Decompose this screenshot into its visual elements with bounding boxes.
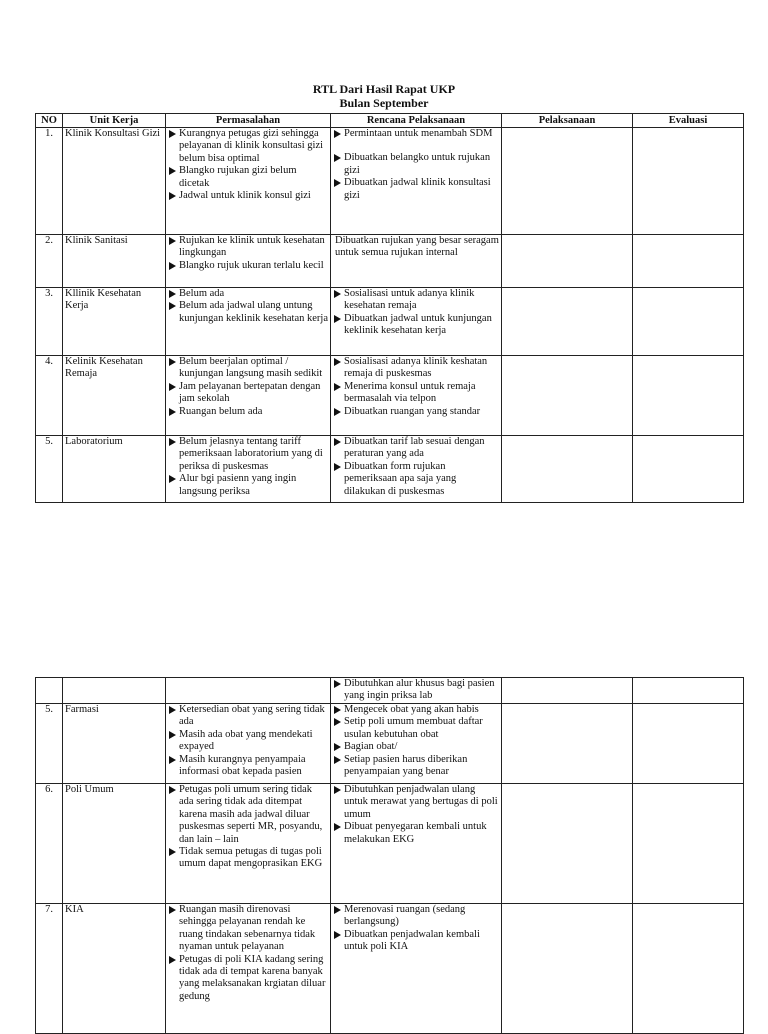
permasalahan-cell [166,704,331,784]
row-number: 7. [36,904,63,1034]
permasalahan-item: Ruangan masih direnovasi sehingga pelayanan rendah ke ruang tindakan sebenarnya tidak nyaman untuk pelayanan [168,904,328,954]
table-row [36,784,744,904]
permasalahan-cell [166,904,331,1034]
header-no: NO [36,114,63,128]
unit-kerja-cell: Klinik Konsultasi Gizi [63,128,166,235]
rencana-item: Sosialisasi adanya klinik keshatan remaja di puskesmas [333,356,499,381]
permasalahan-item: Masih ada obat yang mendekati expayed [168,729,328,754]
rencana-cell [331,904,502,1034]
permasalahan-item: Belum ada jadwal ulang untung kunjungan keklinik kesehatan kerja [168,300,328,325]
permasalahan-item: Tidak semua petugas di tugas poli umum dapat mengoprasikan EKG [168,846,328,871]
rencana-item: Sosialisasi untuk adanya klinik kesehatan remaja [333,288,499,313]
permasalahan-item: Alur bgi pasienn yang ingin langsung periksa [168,473,328,498]
rencana-item: Permintaan untuk menambah SDM [333,128,499,140]
rencana-item: Dibuatkan belangko untuk rujukan gizi [333,152,499,177]
unit-kerja-cell: Farmasi [63,704,166,784]
unit-kerja-cell: Kllinik Kesehatan Kerja [63,288,166,356]
pelaksanaan-cell [502,235,633,288]
permasalahan-item: Petugas di poli KIA kadang sering tidak ada di tempat karena banyak yang melaksanakan krgiatan diluar gedung [168,954,328,1004]
rencana-item: Dibuatkan form rujukan pemeriksaan apa saja yang dilakukan di puskesmas [333,461,499,498]
permasalahan-cell [166,436,331,503]
permasalahan-item: Blangko rujukan gizi belum dicetak [168,165,328,190]
table-row [36,436,744,503]
rencana-item: Menerima konsul untuk remaja bermasalah via telpon [333,381,499,406]
unit-kerja-cell: Kelinik Kesehatan Remaja [63,356,166,436]
pelaksanaan-cell [502,356,633,436]
permasalahan-cell [166,678,331,704]
rencana-item: Dibutuhkan penjadwalan ulang untuk merawat yang bertugas di poli umum [333,784,499,821]
rencana-item: Dibuatkan penjadwalan kembali untuk poli KIA [333,929,499,954]
permasalahan-cell [166,288,331,356]
header-unit-kerja: Unit Kerja [63,114,166,128]
rencana-cell [331,678,502,704]
permasalahan-cell [166,128,331,235]
rencana-cell [331,128,502,235]
rencana-item: Dibuatkan tarif lab sesuai dengan peraturan yang ada [333,436,499,461]
pelaksanaan-cell [502,436,633,503]
permasalahan-item: Masih kurangnya penyampaia informasi obat kepada pasien [168,754,328,779]
rencana-item: Bagian obat/ [333,741,499,753]
permasalahan-item: Ketersedian obat yang sering tidak ada [168,704,328,729]
document-title: RTL Dari Hasil Rapat UKP [312,82,456,96]
pelaksanaan-cell [502,704,633,784]
rencana-item: Dibutuhkan alur khusus bagi pasien yang ingin priksa lab [333,678,499,703]
permasalahan-item: Petugas poli umum sering tidak ada sering tidak ada ditempat karena masih ada jadwal diluar puskesmas seperti MR, posyandu, dan lain – lain [168,784,328,846]
rencana-cell [331,436,502,503]
table-header-row [36,114,744,128]
table-row [36,904,744,1034]
table-row [36,288,744,356]
permasalahan-item: Ruangan belum ada [168,406,328,418]
document-header [0,82,768,110]
permasalahan-item: Belum jelasnya tentang tariff pemeriksaan laboratorium yang di periksa di puskesmas [168,436,328,473]
evaluasi-cell [633,288,744,356]
rencana-item: Dibuat penyegaran kembali untuk melakukan EKG [333,821,499,846]
permasalahan-item: Jadwal untuk klinik konsul gizi [168,190,328,202]
header-rencana-pelaksanaan: Rencana Pelaksanaan [331,114,502,128]
row-number: 1. [36,128,63,235]
permasalahan-item: Kurangnya petugas gizi sehingga pelayanan di klinik konsultasi gizi belum bisa optimal [168,128,328,165]
rtl-table-page-1 [35,113,744,503]
header-pelaksanaan: Pelaksanaan [502,114,633,128]
table-row [36,235,744,288]
rencana-cell [331,704,502,784]
evaluasi-cell [633,128,744,235]
unit-kerja-cell: Klinik Sanitasi [63,235,166,288]
permasalahan-item: Blangko rujuk ukuran terlalu kecil [168,260,328,272]
pelaksanaan-cell [502,128,633,235]
permasalahan-item: Jam pelayanan bertepatan dengan jam sekolah [168,381,328,406]
permasalahan-item: Belum ada [168,288,328,300]
document-subtitle: Bulan September [339,96,429,110]
evaluasi-cell [633,904,744,1034]
unit-kerja-cell: KIA [63,904,166,1034]
evaluasi-cell [633,704,744,784]
row-number: 5. [36,436,63,503]
row-number: 4. [36,356,63,436]
rencana-item: Setiap pasien harus diberikan penyampaian yang benar [333,754,499,779]
table-row [36,704,744,784]
evaluasi-cell [633,356,744,436]
pelaksanaan-cell [502,904,633,1034]
table-row-continuation [36,678,744,704]
permasalahan-item: Belum beerjalan optimal / kunjungan langsung masih sedikit [168,356,328,381]
unit-kerja-cell [63,678,166,704]
permasalahan-cell [166,235,331,288]
row-number: 2. [36,235,63,288]
rencana-cell: Dibuatkan rujukan yang besar seragam untuk semua rujukan internal [331,235,502,288]
evaluasi-cell [633,784,744,904]
table-row [36,356,744,436]
pelaksanaan-cell [502,784,633,904]
permasalahan-cell [166,356,331,436]
rencana-item: Merenovasi ruangan (sedang berlangsung) [333,904,499,929]
unit-kerja-cell: Poli Umum [63,784,166,904]
rencana-item: Dibuatkan jadwal klinik konsultasi gizi [333,177,499,202]
unit-kerja-cell: Laboratorium [63,436,166,503]
rencana-cell [331,356,502,436]
row-number [36,678,63,704]
pelaksanaan-cell [502,288,633,356]
rencana-item: Mengecek obat yang akan habis [333,704,499,716]
permasalahan-cell [166,784,331,904]
row-number: 3. [36,288,63,356]
row-number: 5. [36,704,63,784]
permasalahan-item: Rujukan ke klinik untuk kesehatan lingkungan [168,235,328,260]
rencana-item: Dibuatkan ruangan yang standar [333,406,499,418]
rencana-cell [331,288,502,356]
row-number: 6. [36,784,63,904]
rencana-cell [331,784,502,904]
evaluasi-cell [633,678,744,704]
rtl-table-page-2 [35,677,744,1034]
header-permasalahan: Permasalahan [166,114,331,128]
evaluasi-cell [633,235,744,288]
pelaksanaan-cell [502,678,633,704]
rencana-item: Dibuatkan jadwal untuk kunjungan keklinik kesehatan kerja [333,313,499,338]
table-row [36,128,744,235]
rencana-item: Setip poli umum membuat daftar usulan kebutuhan obat [333,716,499,741]
evaluasi-cell [633,436,744,503]
header-evaluasi: Evaluasi [633,114,744,128]
